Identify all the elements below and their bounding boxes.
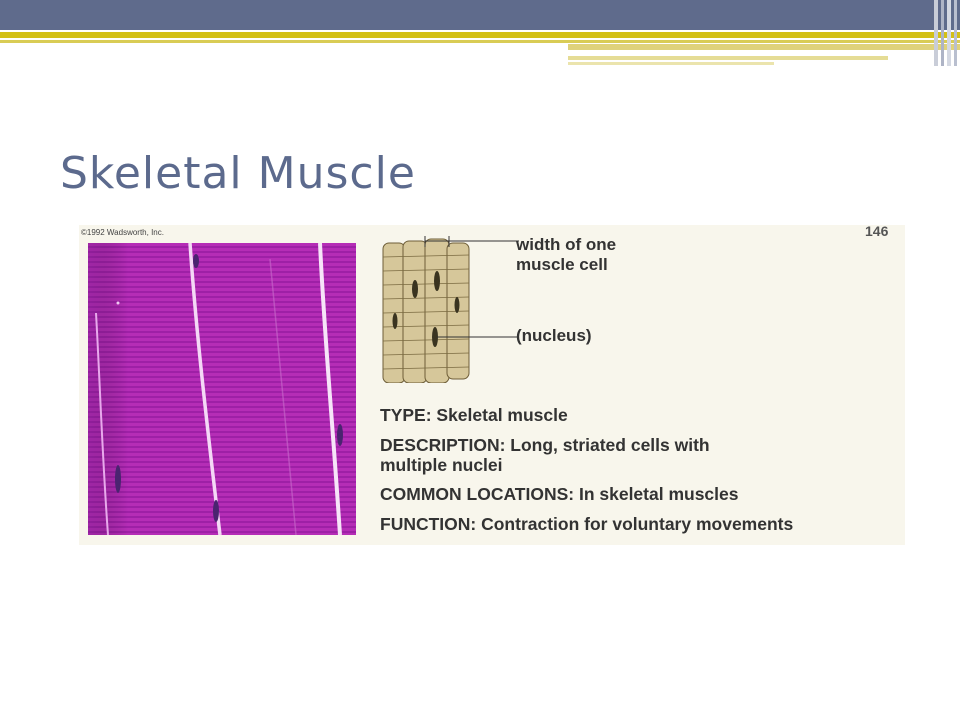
callout-width-line1: width of one	[516, 235, 617, 254]
header-bar	[0, 0, 960, 30]
info-description-line2: multiple nuclei	[380, 455, 503, 475]
info-function: FUNCTION: Contraction for voluntary movements	[380, 514, 794, 534]
muscle-micrograph-image	[88, 243, 356, 535]
page-number: 146	[865, 223, 889, 239]
header-gold-line-thin	[0, 40, 960, 43]
callout-width-line2: muscle cell	[516, 255, 608, 274]
info-description-line1: DESCRIPTION: Long, striated cells with	[380, 435, 710, 455]
info-type: TYPE: Skeletal muscle	[380, 405, 568, 425]
info-locations: COMMON LOCATIONS: In skeletal muscles	[380, 484, 739, 504]
header-corner-stripes	[932, 0, 960, 66]
textbook-figure	[79, 225, 905, 545]
muscle-cell-diagram	[379, 233, 519, 383]
callout-nucleus: (nucleus)	[516, 326, 592, 345]
slide-title: Skeletal Muscle	[60, 148, 416, 199]
header-gold-segment	[568, 44, 960, 50]
header-gold-segment	[568, 62, 774, 65]
copyright-notice: ©1992 Wadsworth, Inc.	[81, 228, 164, 237]
callout-width	[516, 235, 616, 275]
header-gold-segment	[568, 56, 888, 60]
header-gold-line	[0, 32, 960, 38]
